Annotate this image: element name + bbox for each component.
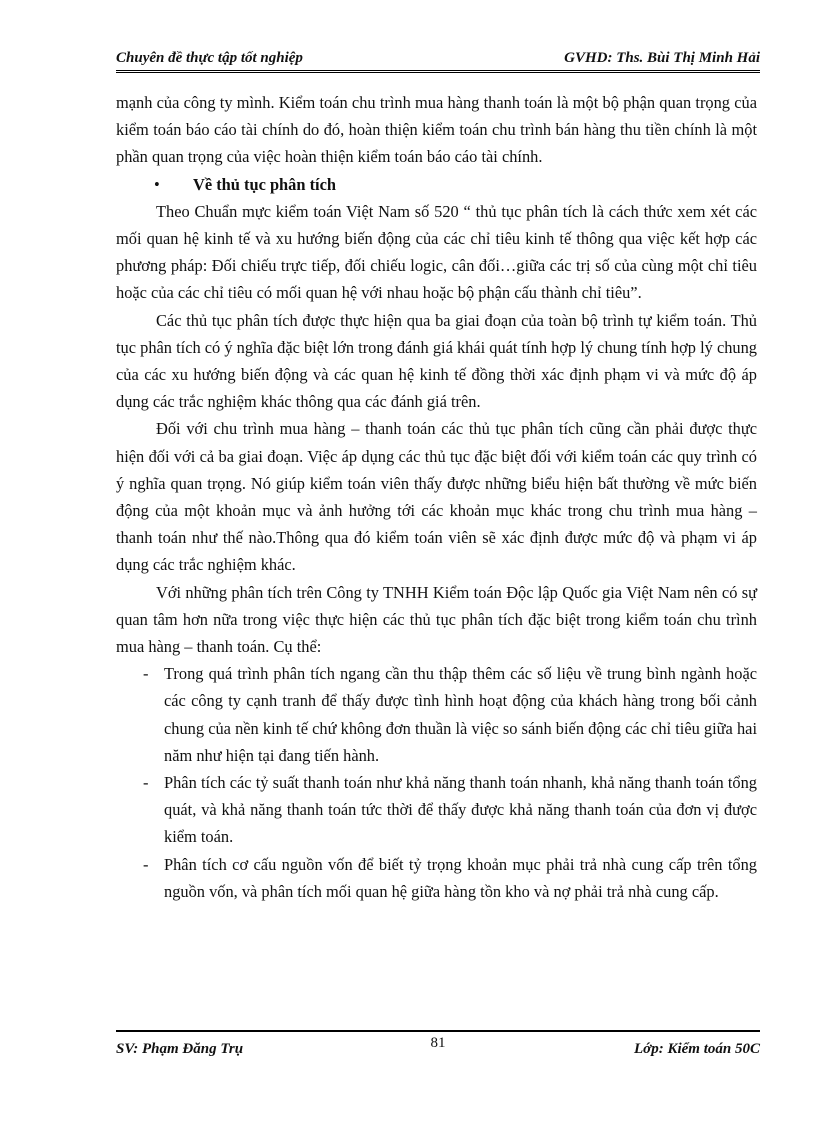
paragraph-3: Các thủ tục phân tích được thực hiện qua ba giai đoạn của toàn bộ trình tự kiểm toán. Thủ tục phân tích có ý nghĩa đặc biệt lớn trong đánh giá khái quát tính hợp lý chung tính hợp lý chung của các xu hướng biến động và các quan hệ kinh tế đồng thời xác định phạm vi và mức độ áp dụng các trắc nghiệm khác thông qua các đánh giá trên. (116, 310, 757, 412)
section-heading (116, 171, 757, 198)
dash-icon: - (143, 773, 149, 793)
dash-icon: - (143, 664, 149, 684)
footer-student: SV: Phạm Đăng Trụ (116, 1041, 244, 1057)
page-footer (116, 1035, 760, 1059)
list-item-text: Phân tích cơ cấu nguồn vốn để biết tỷ trọng khoản mục phải trả nhà cung cấp trên tổng nguồn vốn, và phân tích mối quan hệ giữa hàng tồn kho và nợ phải trả nhà cung cấp. (164, 854, 757, 901)
list-item-text: Trong quá trình phân tích ngang cần thu thập thêm các số liệu về trung bình ngành hoặc các công ty cạnh tranh để thấy được tình hình hoạt động của khách hàng trong bối cảnh chung của nền kinh tế chứ không đơn thuần là việc so sánh biến động các chỉ tiêu giữa hai năm như hiện tại đang tiến hành. (164, 664, 757, 765)
header-title: Chuyên đề thực tập tốt nghiệp (116, 50, 303, 66)
page-number: 81 (430, 1035, 446, 1051)
header-supervisor: GVHD: Ths. Bùi Thị Minh Hải (564, 50, 760, 66)
list-item (116, 769, 757, 851)
section-heading-text: Về thủ tục phân tích (193, 174, 336, 194)
paragraph-2: Theo Chuẩn mực kiểm toán Việt Nam số 520 “ thủ tục phân tích là cách thức xem xét các mối quan hệ kinh tế và xu hướng biến động của các chỉ tiêu kinh tế thông qua việc kết hợp các phương pháp: Đối chiếu trực tiếp, đối chiếu logic, cân đối…giữa các trị số của cùng một chỉ tiêu hoặc của các chỉ tiêu có mối quan hệ với nhau hoặc bộ phận cấu thành chỉ tiêu”. (116, 201, 757, 303)
list-item (116, 851, 757, 905)
list-item-text: Phân tích các tỷ suất thanh toán như khả năng thanh toán nhanh, khả năng thanh toán tổng quát, và khả năng thanh toán tức thời để thấy được khả năng thanh toán của đơn vị được kiểm toán. (164, 773, 757, 847)
footer-divider (116, 1030, 760, 1032)
document-body (116, 89, 757, 905)
bullet-icon: • (154, 174, 160, 194)
list-item (116, 660, 757, 769)
dash-icon: - (143, 854, 149, 874)
dash-list (116, 660, 757, 905)
paragraph-5: Với những phân tích trên Công ty TNHH Kiểm toán Độc lập Quốc gia Việt Nam nên có sự quan tâm hơn nữa trong việc thực hiện các thủ tục phân tích đặc biệt trong kiểm toán chu trình mua hàng – thanh toán. Cụ thể: (116, 582, 757, 657)
paragraph-4: Đối với chu trình mua hàng – thanh toán các thủ tục phân tích cũng cần phải được thực hiện đối với cả ba giai đoạn. Việc áp dụng các thủ tục đặc biệt đối với kiểm toán các quy trình có ý nghĩa quan trọng. Nó giúp kiểm toán viên thấy được những biểu hiện bất thường về mức biến động của một khoản mục và ảnh hưởng tới các khoản mục khác trong chu trình mua hàng – thanh toán như thế nào.Thông qua đó kiểm toán viên sẽ xác định được mức độ và phạm vi áp dụng các trắc nghiệm khác. (116, 419, 757, 575)
paragraph-1: mạnh của công ty mình. Kiểm toán chu trình mua hàng thanh toán là một bộ phận quan trọng của kiểm toán báo cáo tài chính do đó, hoàn thiện kiểm toán chu trình bán hàng thu tiền chính là một phần quan trọng của việc hoàn thiện kiểm toán báo cáo tài chính. (116, 93, 757, 167)
footer-class: Lớp: Kiểm toán 50C (634, 1041, 760, 1057)
page-header (116, 48, 760, 73)
